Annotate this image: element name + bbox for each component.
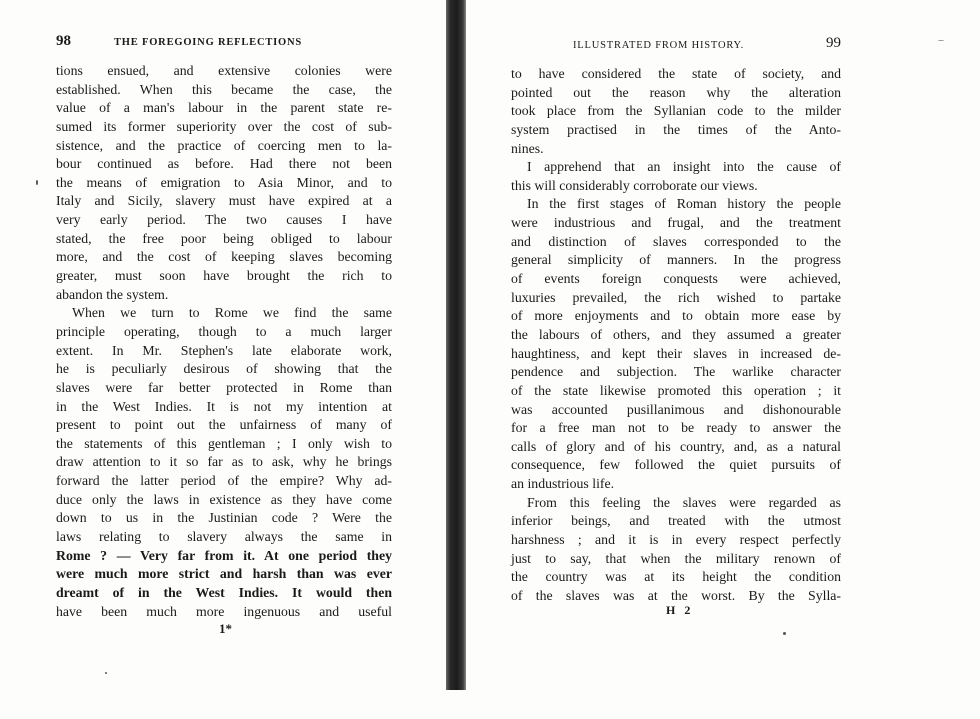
text-line: greater, must soon have brought the rich to bbox=[56, 268, 392, 284]
text-line: dreamt of in the West Indies. It would then bbox=[56, 584, 392, 600]
text-line: he is peculiarly desirous of showing that the bbox=[56, 361, 392, 377]
text-line: I apprehend that an insight into the cause of bbox=[527, 159, 841, 175]
text-line: of the state likewise promoted this operation ; it bbox=[511, 382, 841, 398]
text-line: bour continued as before. Had there not been bbox=[56, 156, 392, 172]
text-line: In the first stages of Roman history the people bbox=[527, 196, 841, 212]
text-line: duce only the laws in existence as they have come bbox=[56, 491, 392, 507]
text-line: slaves were far better protected in Rome than bbox=[56, 379, 392, 395]
text-line: general simplicity of manners. In the progress bbox=[511, 252, 841, 268]
text-line: took place from the Syllanian code to the milder bbox=[511, 103, 841, 119]
text-line: established. When this became the case, the bbox=[56, 81, 392, 97]
text-line: abandon the system. bbox=[56, 286, 169, 302]
page-number: 99 bbox=[826, 35, 841, 51]
text-line: were industrious and frugal, and the treatment bbox=[511, 215, 841, 231]
text-line: the labours of others, and they assumed a greater bbox=[511, 326, 841, 342]
signature-mark: 1* bbox=[219, 621, 232, 636]
text-line: sistence, and the practice of coercing men to la- bbox=[56, 137, 392, 153]
body-text bbox=[511, 65, 841, 606]
text-line: very early period. The two causes I have bbox=[56, 212, 392, 228]
text-line: inferior beings, and treated with the utmost bbox=[511, 513, 841, 529]
text-line: pendence and subjection. The warlike character bbox=[511, 364, 841, 380]
running-head: ILLUSTRATED FROM HISTORY. bbox=[573, 40, 745, 51]
ink-speck bbox=[938, 40, 944, 41]
text-line: From this feeling the slaves were regarded as bbox=[527, 494, 841, 510]
text-line: principle operating, though to a much larger bbox=[56, 323, 392, 339]
text-line: nines. bbox=[511, 140, 544, 156]
text-line: stated, the free poor being obliged to labour bbox=[56, 230, 392, 246]
text-line: Rome ? — Very far from it. At one period they bbox=[56, 547, 392, 563]
text-line: When we turn to Rome we find the same bbox=[72, 305, 392, 321]
text-line: calls of glory and of his country, and, as a natural bbox=[511, 438, 841, 454]
text-line: just to say, that when the military renown of bbox=[511, 550, 841, 566]
text-line: have been much more ingenuous and useful bbox=[56, 603, 392, 619]
text-line: more, and the cost of keeping slaves becoming bbox=[56, 249, 392, 265]
text-line: haughtiness, and kept their slaves in increased de- bbox=[511, 345, 841, 361]
text-line: down to us in the Justinian code ? Were the bbox=[56, 510, 392, 526]
text-line: value of a man's labour in the parent state re- bbox=[56, 100, 392, 116]
text-line: the country was at its height the condition bbox=[511, 569, 841, 585]
text-line: draw attention to it so far as to ask, why he brings bbox=[56, 454, 392, 470]
text-line: was accounted pusillanimous and dishonourable bbox=[511, 401, 841, 417]
text-line: of the slaves was at the worst. By the Sylla- bbox=[511, 587, 841, 603]
text-line: consequence, few followed the quiet pursuits of bbox=[511, 457, 841, 473]
ink-speck bbox=[783, 632, 786, 635]
text-line: present to point out the unfairness of many of bbox=[56, 417, 392, 433]
text-line: of events foreign conquests were achieved, bbox=[511, 271, 841, 287]
book-gutter bbox=[446, 0, 466, 690]
text-line: to have considered the state of society, and bbox=[511, 66, 841, 81]
text-line: in the West Indies. It is not my intention at bbox=[56, 398, 392, 414]
text-line: system practised in the times of the Anto- bbox=[511, 121, 841, 137]
body-text bbox=[56, 62, 392, 621]
ink-speck bbox=[105, 672, 107, 674]
text-line: for a free man not to be ready to answer the bbox=[511, 420, 841, 436]
text-line: pointed out the reason why the alteration bbox=[511, 84, 841, 100]
text-line: forward the latter period of the empire? Why ad- bbox=[56, 473, 392, 489]
text-line: Italy and Sicily, slavery must have expired at a bbox=[56, 193, 392, 209]
text-line: harshness ; and it is in every respect perfectly bbox=[511, 532, 841, 548]
text-line: of more enjoyments and to obtain more ease by bbox=[511, 308, 841, 324]
text-line: and distinction of slaves corresponded to the bbox=[511, 233, 841, 249]
text-line: extent. In Mr. Stephen's late elaborate work, bbox=[56, 342, 392, 358]
running-head: THE FOREGOING REFLECTIONS bbox=[114, 37, 303, 48]
signature-mark: H 2 bbox=[666, 603, 694, 617]
text-line: sumed its former superiority over the cost of sub- bbox=[56, 118, 392, 134]
text-line: an industrious life. bbox=[511, 476, 615, 492]
text-line: the statements of this gentleman ; I only wish to bbox=[56, 435, 392, 451]
text-line: luxuries prevailed, the rich wished to partake bbox=[511, 289, 841, 305]
text-line: laws relating to slavery always the same in bbox=[56, 529, 392, 545]
text-line: this will considerably corroborate our views. bbox=[511, 177, 758, 193]
ink-speck bbox=[36, 180, 38, 185]
page-number: 98 bbox=[56, 33, 71, 49]
text-line: the means of emigration to Asia Minor, and to bbox=[56, 174, 392, 190]
text-line: were much more strict and harsh than was ever bbox=[56, 566, 392, 582]
text-line: tions ensued, and extensive colonies were bbox=[56, 63, 392, 78]
